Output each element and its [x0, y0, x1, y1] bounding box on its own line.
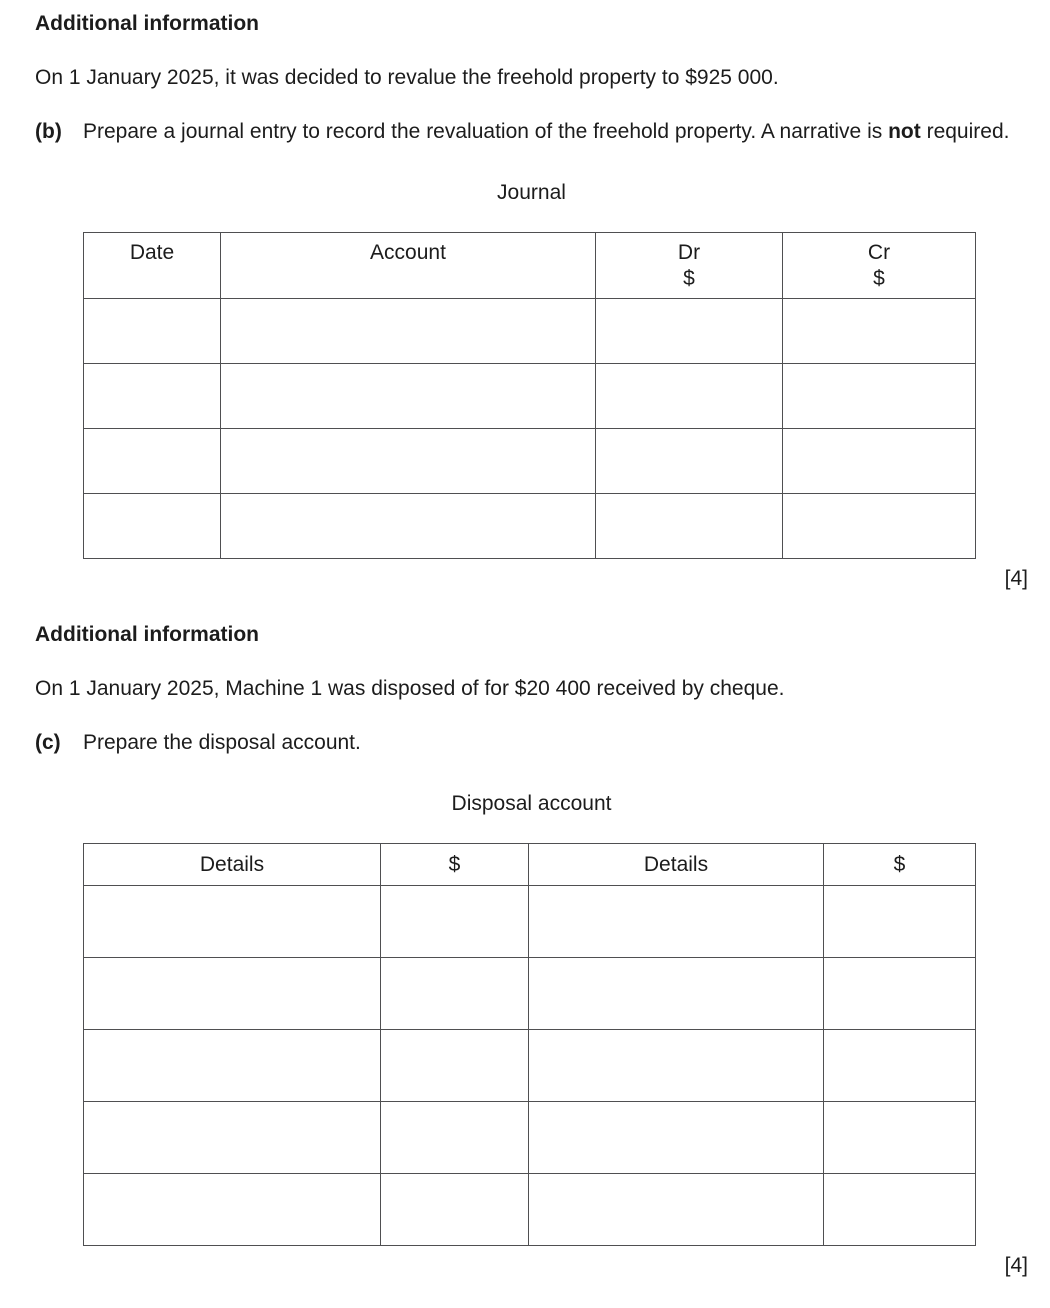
question-c-label: (c): [35, 731, 61, 754]
journal-answer-cell: [783, 429, 976, 494]
journal-answer-cell: [84, 364, 221, 429]
question-b-text-after: required.: [926, 120, 1010, 143]
journal-blank-row: [84, 429, 976, 494]
journal-answer-cell: [221, 494, 596, 559]
disposal-answer-cell: [84, 958, 381, 1030]
disposal-answer-cell: [84, 1102, 381, 1174]
journal-col-cr: [783, 233, 976, 299]
question-c: [35, 728, 1028, 757]
disposal-answer-cell: [529, 886, 824, 958]
disposal-table-title: Disposal account: [451, 792, 612, 815]
journal-col-date-label: Date: [129, 241, 175, 264]
journal-answer-cell: [84, 494, 221, 559]
journal-answer-cell: [783, 364, 976, 429]
disposal-answer-cell: [381, 886, 529, 958]
journal-answer-cell: [84, 429, 221, 494]
disposal-answer-cell: [84, 1174, 381, 1246]
question-b-text-bold: not: [888, 120, 921, 143]
journal-col-account-label: Account: [370, 241, 446, 264]
disposal-answer-cell: [381, 958, 529, 1030]
journal-answer-cell: [221, 364, 596, 429]
disposal-answer-cell: [381, 1102, 529, 1174]
journal-answer-cell: [596, 364, 783, 429]
journal-answer-cell: [221, 299, 596, 364]
additional-information-heading-b: Additional information: [35, 12, 259, 35]
disposal-blank-row: [84, 1174, 976, 1246]
journal-col-dr-currency: $: [683, 267, 695, 290]
disposal-header-row: [84, 844, 976, 886]
disposal-col-dollar-credit: $: [824, 844, 976, 886]
disposal-answer-cell: [84, 886, 381, 958]
journal-header-row: [84, 233, 976, 299]
disposal-answer-cell: [824, 1030, 976, 1102]
disposal-blank-row: [84, 886, 976, 958]
disposal-answer-cell: [84, 1030, 381, 1102]
disposal-note: On 1 January 2025, Machine 1 was disposed of for $20 400 received by cheque.: [35, 677, 785, 700]
journal-col-dr-label: Dr: [677, 241, 701, 264]
journal-answer-cell: [221, 429, 596, 494]
journal-answer-cell: [783, 299, 976, 364]
disposal-answer-cell: [529, 958, 824, 1030]
additional-information-heading-c: Additional information: [35, 623, 259, 646]
journal-col-account: [221, 233, 596, 299]
question-b-text-before: Prepare a journal entry to record the revaluation of the freehold property. A narrative is: [83, 120, 883, 143]
journal-col-cr-currency: $: [873, 267, 885, 290]
question-c-text: Prepare the disposal account.: [83, 731, 361, 754]
disposal-answer-cell: [529, 1030, 824, 1102]
journal-answer-cell: [596, 429, 783, 494]
marks-c: [4]: [1004, 1254, 1028, 1277]
journal-blank-row: [84, 299, 976, 364]
journal-answer-cell: [596, 494, 783, 559]
question-b-label: (b): [35, 120, 62, 143]
disposal-answer-cell: [824, 1174, 976, 1246]
disposal-answer-cell: [824, 958, 976, 1030]
disposal-answer-cell: [381, 1030, 529, 1102]
journal-col-cr-label: Cr: [867, 241, 891, 264]
disposal-answer-cell: [529, 1174, 824, 1246]
journal-blank-row: [84, 364, 976, 429]
disposal-blank-row: [84, 1030, 976, 1102]
disposal-blank-row: [84, 958, 976, 1030]
disposal-answer-cell: [381, 1174, 529, 1246]
disposal-answer-cell: [824, 886, 976, 958]
journal-col-dr: [596, 233, 783, 299]
question-b-text: [83, 117, 1028, 146]
disposal-col-dollar-debit: $: [381, 844, 529, 886]
disposal-table: [83, 843, 976, 1246]
question-b: [35, 117, 1028, 146]
journal-answer-cell: [84, 299, 221, 364]
disposal-col-details-debit: Details: [84, 844, 381, 886]
journal-table: [83, 232, 976, 559]
disposal-answer-cell: [529, 1102, 824, 1174]
section-c: [35, 620, 1028, 1280]
section-b: [35, 9, 1028, 593]
revaluation-note: On 1 January 2025, it was decided to revalue the freehold property to $925 000.: [35, 66, 779, 89]
disposal-blank-row: [84, 1102, 976, 1174]
journal-answer-cell: [783, 494, 976, 559]
journal-blank-row: [84, 494, 976, 559]
journal-answer-cell: [596, 299, 783, 364]
marks-b: [4]: [1004, 567, 1028, 590]
journal-table-title: Journal: [497, 181, 566, 204]
disposal-col-details-credit: Details: [529, 844, 824, 886]
journal-col-date: [84, 233, 221, 299]
disposal-answer-cell: [824, 1102, 976, 1174]
